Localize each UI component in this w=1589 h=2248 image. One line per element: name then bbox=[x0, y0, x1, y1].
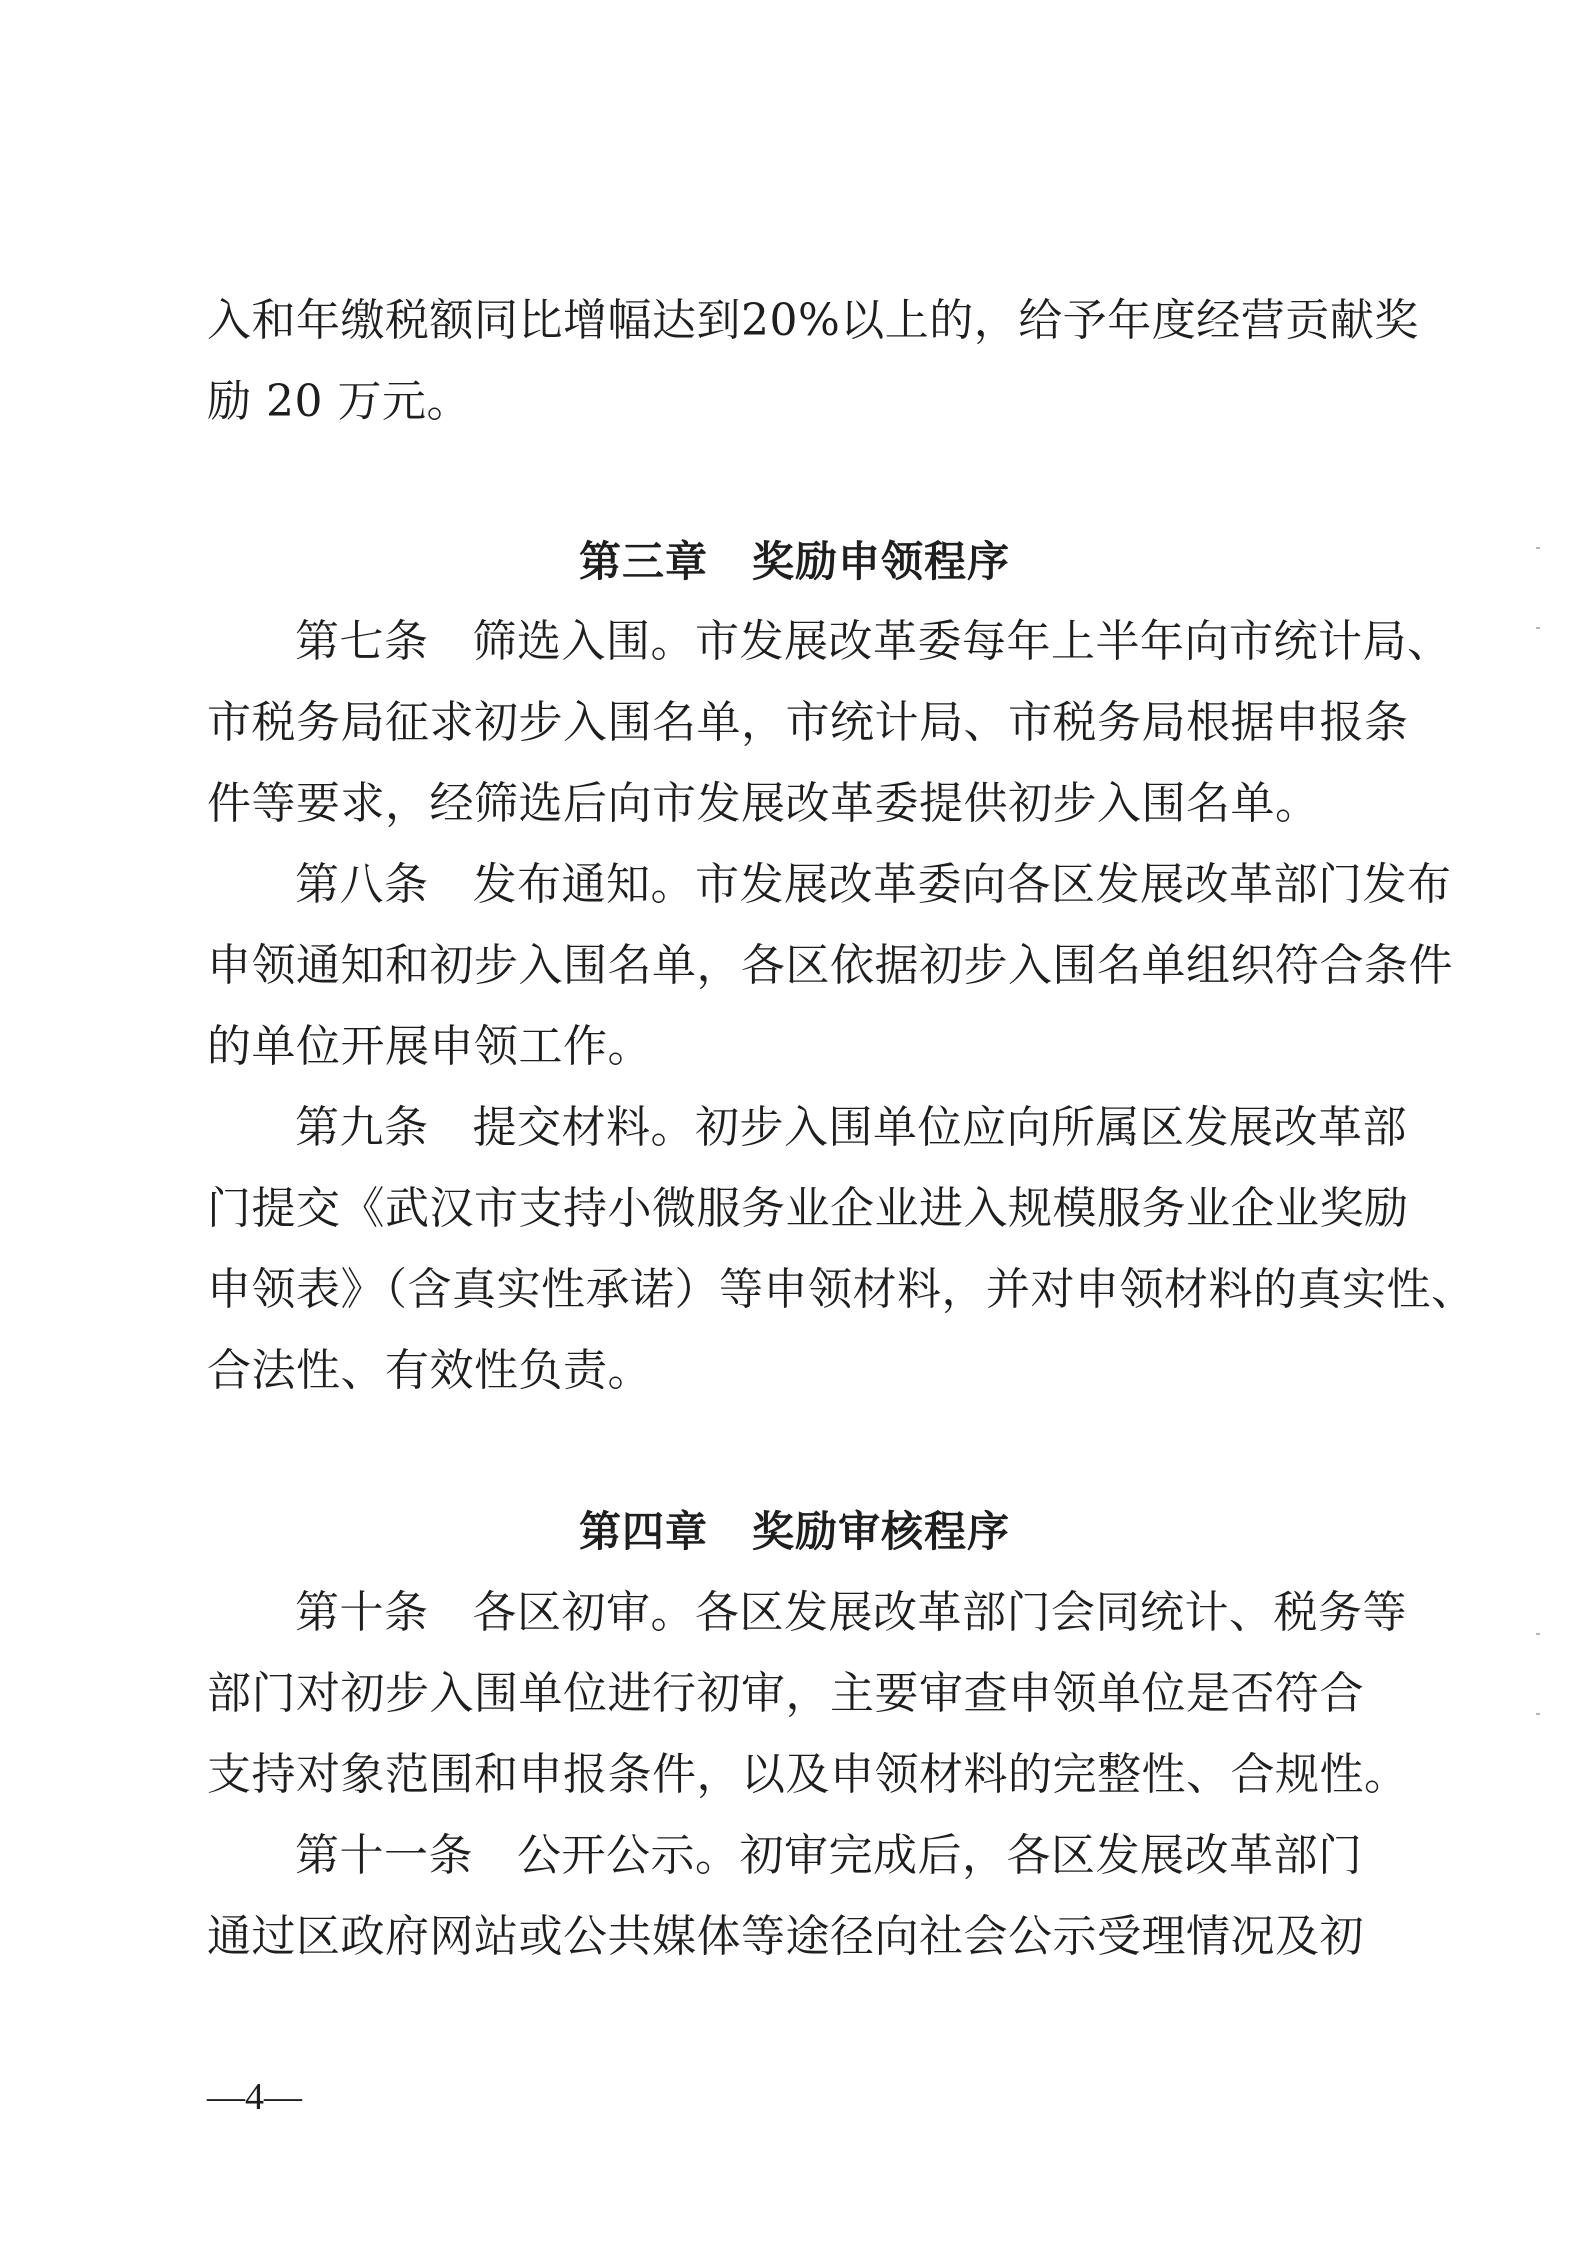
article-7-line-2: 市税务局征求初步入围名单，市统计局、市税务局根据申报条 bbox=[207, 697, 1409, 748]
article-10-line-3: 支持对象范围和申报条件，以及申领材料的完整性、合规性。 bbox=[207, 1749, 1409, 1800]
article-9-line-1: 提交材料。初步入围单位应向所属区发展改革部 bbox=[472, 1102, 1407, 1153]
article-8-line-1: 发布通知。市发展改革委向各区发展改革部门发布 bbox=[472, 859, 1452, 910]
scan-mark bbox=[1536, 547, 1540, 549]
article-8-line-2: 申领通知和初步入围名单，各区依据初步入围名单组织符合条件 bbox=[207, 940, 1453, 991]
intro-line-2: 励 20 万元。 bbox=[207, 376, 471, 427]
article-11-line-1: 公开公示。初审完成后，各区发展改革部门 bbox=[517, 1830, 1363, 1881]
article-7-line-3: 件等要求，经筛选后向市发展改革委提供初步入围名单。 bbox=[207, 778, 1320, 829]
chapter-4-heading bbox=[0, 1502, 1589, 1562]
article-9-number: 第九条 bbox=[295, 1102, 429, 1153]
article-10-line-1: 各区初审。各区发展改革部门会同统计、税务等 bbox=[472, 1587, 1407, 1638]
article-10-first-line bbox=[295, 1583, 1407, 1643]
article-7-first-line bbox=[295, 612, 1452, 672]
article-10-line-2: 部门对初步入围单位进行初审，主要审查申领单位是否符合 bbox=[207, 1668, 1364, 1719]
article-11-first-line bbox=[295, 1826, 1377, 1886]
chapter-4-title: 奖励审核程序 bbox=[752, 1507, 1011, 1556]
article-8-first-line bbox=[295, 855, 1452, 915]
article-8-number: 第八条 bbox=[295, 859, 429, 910]
chapter-4-number: 第四章 bbox=[578, 1507, 708, 1556]
article-7-line-1: 筛选入围。市发展改革委每年上半年向市统计局、 bbox=[472, 616, 1452, 667]
article-11-line-2: 通过区政府网站或公共媒体等途径向社会公示受理情况及初 bbox=[207, 1911, 1364, 1962]
article-11-number: 第十一条 bbox=[295, 1830, 473, 1881]
intro-line-1: 入和年缴税额同比增幅达到20%以上的，给予年度经营贡献奖 bbox=[207, 295, 1419, 346]
article-8-line-3: 的单位开展申领工作。 bbox=[207, 1021, 652, 1072]
chapter-3-heading bbox=[0, 532, 1589, 592]
article-9-first-line bbox=[295, 1098, 1407, 1158]
article-9-line-3: 申领表》（含真实性承诺）等申领材料，并对申领材料的真实性、 bbox=[207, 1264, 1476, 1315]
chapter-3-title: 奖励申领程序 bbox=[752, 537, 1011, 586]
scan-mark bbox=[1536, 627, 1540, 629]
article-9-line-2: 门提交《武汉市支持小微服务业企业进入规模服务业企业奖励 bbox=[207, 1183, 1409, 1234]
article-9-line-4: 合法性、有效性负责。 bbox=[207, 1345, 652, 1396]
scan-mark bbox=[1536, 1713, 1540, 1715]
article-7-number: 第七条 bbox=[295, 616, 429, 667]
page-number: —4— bbox=[207, 2076, 302, 2118]
scan-mark bbox=[1536, 1633, 1540, 1635]
chapter-3-number: 第三章 bbox=[578, 537, 708, 586]
article-10-number: 第十条 bbox=[295, 1587, 429, 1638]
